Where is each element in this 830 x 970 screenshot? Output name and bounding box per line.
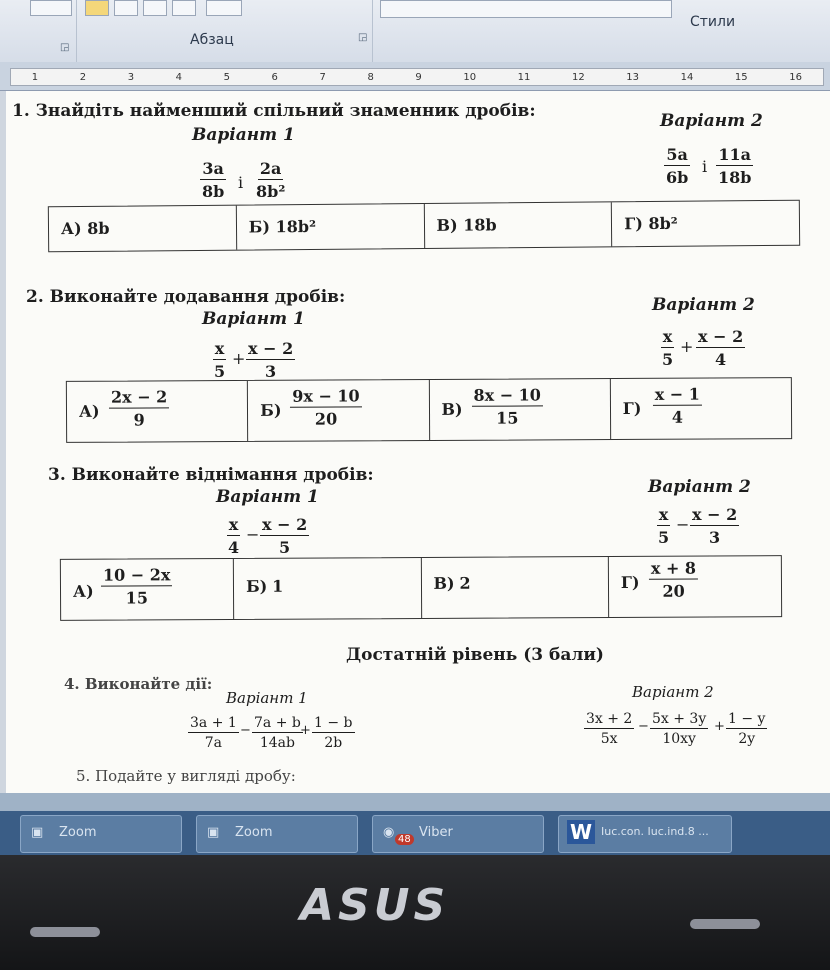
q1-v1-fraction-2: $\frac{2a}{\text{8b²}}$ <box>256 159 286 201</box>
taskbar-word-label: Іuc.con. Іuc.ind.8 ... <box>601 825 709 838</box>
q4-v2-fraction-1: $\frac{3x + 2}{5x}$ <box>586 711 633 747</box>
ruler-tick: 13 <box>626 71 640 83</box>
zoom-icon: ▣ <box>207 825 220 840</box>
q2-answer-c-fraction[interactable]: $\frac{8x - 10}{15}$ <box>471 385 543 427</box>
word-icon: W <box>567 820 595 844</box>
q1-answer-a[interactable]: А) 8b <box>60 218 110 239</box>
q3-answer-c-letter[interactable]: В) <box>433 573 455 593</box>
taskbar-zoom-2[interactable] <box>196 815 358 853</box>
q2-v2-fraction-1: $\frac{x}{5}$ <box>662 327 674 369</box>
q2-v1-fraction-1: $\frac{x}{5}$ <box>214 339 226 381</box>
ruler-tick: 15 <box>734 71 748 83</box>
level-heading: Достатній рівень (3 бали) <box>346 645 604 665</box>
ruler-tick: 2 <box>79 71 87 83</box>
q4-v1-operator-2: + <box>300 723 311 738</box>
q1-v2-separator: і <box>702 157 708 176</box>
q3-title: 3. Виконайте віднімання дробів: <box>48 465 374 485</box>
q1-variant2-label: Варіант 2 <box>660 111 763 131</box>
taskbar-viber[interactable] <box>372 815 544 853</box>
ruler-tick: 3 <box>127 71 135 83</box>
q2-v1-fraction-2: $\frac{x - 2}{3}$ <box>248 339 294 381</box>
ruler-tick: 1 <box>31 71 39 83</box>
q3-v1-fraction-1: $\frac{x}{4}$ <box>228 515 240 557</box>
ruler-tick: 11 <box>517 71 531 83</box>
ruler-tick: 5 <box>223 71 230 83</box>
ruler-tick: 16 <box>789 71 802 83</box>
q2-v2-fraction-2: $\frac{x - 2}{4}$ <box>698 327 744 369</box>
q3-variant1-label: Варіант 1 <box>216 487 319 507</box>
word-status-bar <box>0 793 830 811</box>
zoom-icon: ▣ <box>31 825 44 840</box>
q2-v2-operator: + <box>680 337 694 356</box>
q3-answer-a-fraction[interactable]: $\frac{10 - 2x}{15}$ <box>101 565 173 607</box>
q1-answer-d[interactable]: Г) 8b² <box>624 213 678 234</box>
document-page[interactable] <box>0 91 830 793</box>
q2-answer-d-letter[interactable]: Г) <box>622 398 642 418</box>
style-gallery[interactable] <box>380 0 672 18</box>
q2-answer-table <box>66 377 792 443</box>
ruler-tick: 12 <box>571 71 585 83</box>
q3-v2-fraction-1: $\frac{x}{5}$ <box>658 505 670 547</box>
q1-v1-fraction-1: $\frac{3a}{8b}$ <box>202 159 225 201</box>
taskbar-zoom-1[interactable] <box>20 815 182 853</box>
q3-answer-table <box>60 555 782 621</box>
q4-v2-operator-1: − <box>638 719 649 734</box>
taskbar-word[interactable] <box>558 815 732 853</box>
q3-answer-b-value[interactable]: 1 <box>272 576 284 596</box>
q2-title: 2. Виконайте додавання дробів: <box>26 287 346 307</box>
q4-variant2-label: Варіант 2 <box>632 683 714 701</box>
q3-answer-b-letter[interactable]: Б) <box>246 576 268 596</box>
q1-title: 1. Знайдіть найменший спільний знаменник дробів: <box>12 101 536 121</box>
q2-variant2-label: Варіант 2 <box>652 295 755 315</box>
q2-answer-b-letter[interactable]: Б) <box>260 400 282 420</box>
q2-answer-c-letter[interactable]: В) <box>441 399 463 419</box>
q1-v1-separator: і <box>238 173 244 192</box>
q3-v2-operator: − <box>676 515 690 534</box>
styles-group-label: Стили <box>690 14 736 30</box>
q2-answer-a-fraction[interactable]: $\frac{2x - 2}{9}$ <box>109 387 170 429</box>
q3-answer-d-fraction[interactable]: $\frac{x + 8}{20}$ <box>649 559 698 601</box>
ruler-tick: 4 <box>175 71 183 83</box>
page-margin <box>0 91 6 793</box>
q2-answer-a-letter[interactable]: А) <box>78 401 100 421</box>
ruler-tick: 7 <box>319 71 326 83</box>
q1-answer-b[interactable]: Б) 18b² <box>248 216 317 237</box>
q3-answer-a-letter[interactable]: А) <box>72 581 94 601</box>
q4-variant1-label: Варіант 1 <box>226 689 308 707</box>
q4-v2-fraction-2: $\frac{5x + 3y}{10xy}$ <box>652 711 707 747</box>
q1-v2-fraction-2: $\frac{11a}{18b}$ <box>718 145 752 187</box>
q2-answer-d-fraction[interactable]: $\frac{x - 1}{4}$ <box>653 385 702 427</box>
q3-v1-operator: − <box>246 525 260 544</box>
taskbar-viber-label: Viber <box>419 825 453 840</box>
font-dialog-launcher-icon[interactable]: ◲ <box>60 42 70 53</box>
q2-v1-operator: + <box>232 349 246 368</box>
ruler-scale <box>10 68 824 86</box>
q1-answer-table <box>48 200 800 253</box>
ruler-tick: 6 <box>271 71 278 83</box>
q4-v1-operator-1: − <box>240 723 251 738</box>
ruler-tick: 9 <box>415 71 422 83</box>
q2-variant1-label: Варіант 1 <box>202 309 305 329</box>
q4-v2-operator-2: + <box>714 719 725 734</box>
q1-answer-c[interactable]: В) 18b <box>436 215 497 235</box>
bezel-hinge-left <box>30 927 100 937</box>
ruler-tick: 10 <box>463 71 477 83</box>
q4-v2-fraction-3: $\frac{1 - y}{2y}$ <box>728 711 766 747</box>
q3-answer-d-letter[interactable]: Г) <box>620 572 640 592</box>
q3-answer-c-value[interactable]: 2 <box>459 573 471 593</box>
ruler-tick: 8 <box>367 71 374 83</box>
q4-v1-fraction-2: $\frac{7a + b}{14ab}$ <box>254 715 301 751</box>
word-ribbon <box>0 0 830 63</box>
windows-taskbar <box>0 793 830 855</box>
bezel-hinge-right <box>690 919 760 929</box>
q1-v2-fraction-1: $\frac{5a}{6b}$ <box>666 145 689 187</box>
q5-title: 5. Подайте у вигляді дробу: <box>76 767 296 785</box>
viber-badge: 48 <box>395 834 414 845</box>
q3-v2-fraction-2: $\frac{x - 2}{3}$ <box>692 505 738 547</box>
ruler-tick: 14 <box>680 71 694 83</box>
horizontal-ruler[interactable] <box>0 62 830 91</box>
q4-title: 4. Виконайте дії: <box>64 675 213 693</box>
q4-v1-fraction-1: $\frac{3a + 1}{7a}$ <box>190 715 237 751</box>
viber-icon: ◉ <box>383 825 395 840</box>
paragraph-dialog-launcher-icon[interactable]: ◲ <box>358 32 368 43</box>
q3-v1-fraction-2: $\frac{x - 2}{5}$ <box>262 515 308 557</box>
q1-variant1-label: Варіант 1 <box>192 125 295 145</box>
q2-answer-b-fraction[interactable]: $\frac{9x - 10}{20}$ <box>290 386 362 428</box>
brand-logo: ASUS <box>300 880 450 931</box>
taskbar-zoom-1-label: Zoom <box>59 825 97 840</box>
taskbar-zoom-2-label: Zoom <box>235 825 273 840</box>
paragraph-group-label: Абзац <box>190 32 234 48</box>
q4-v1-fraction-3: $\frac{1 - b}{2b}$ <box>314 715 353 751</box>
q3-variant2-label: Варіант 2 <box>648 477 751 497</box>
